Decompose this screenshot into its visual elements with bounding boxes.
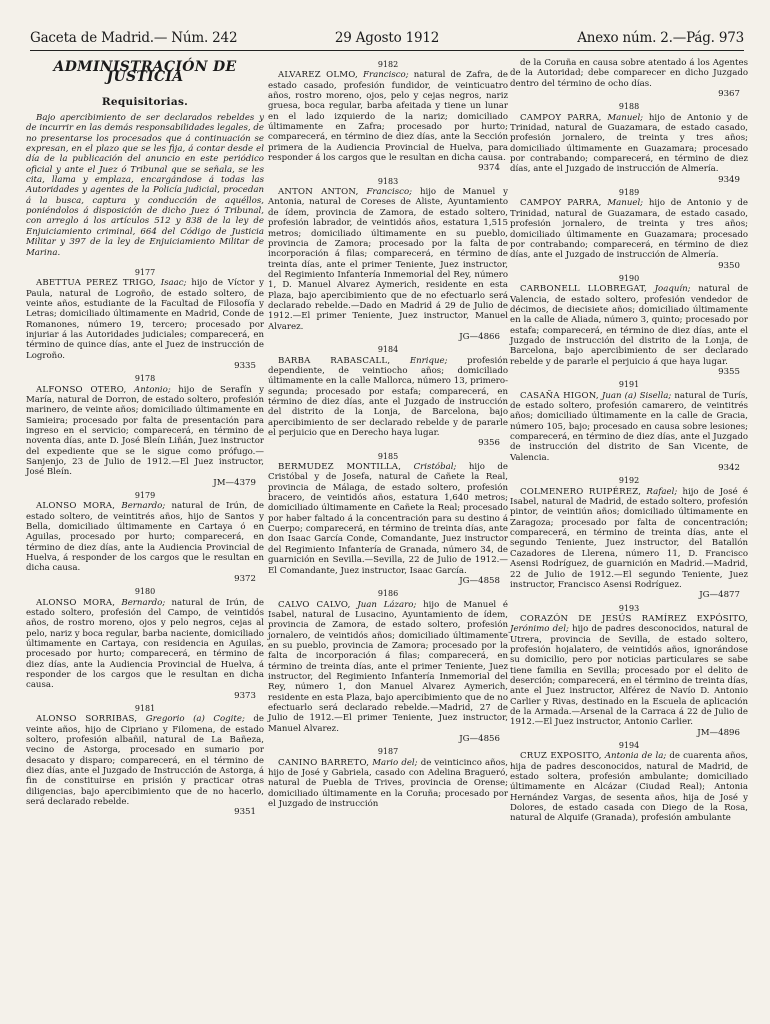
entry-surname: ANTON ANTON, xyxy=(278,187,359,198)
header-date: 29 Agosto 1912 xyxy=(334,30,440,46)
entry-surname: ALVAREZ OLMO, xyxy=(278,70,358,81)
entry-surname: CARBONELL LLOBREGAT, xyxy=(520,284,647,295)
entry-number: 9181 xyxy=(134,703,156,713)
entry-text xyxy=(268,70,508,163)
entry-text xyxy=(510,198,748,260)
requisition-entry xyxy=(268,345,508,448)
entry-given-name: Manuel; xyxy=(607,198,644,209)
entry-given-name: Joaquín; xyxy=(654,284,691,295)
entry-given-name: Rafael; xyxy=(646,486,678,497)
requisition-entry xyxy=(510,476,748,600)
entry-body: de veinticinco años, hijo de José y Gabriela, casado con Adelina Bragueró, natural de Puebla de Trives, provincia de Orense; domiciliado últimamente en la Coruña; procesado por el Juzgado de instrucción xyxy=(268,757,508,810)
entry-body: natural de Valencia, de estado soltero, profesión vendedor de décimos, de diecisiete años; domiciliado últimamente en la calle de Aliada, número 3, quinto; procesado por estafa; comparecerá, en término de diez días, ante el Juzgado de instrucción del distrito de la Lonja, de Barcelona, bajo apercibimiento de ser declarado rebelde y de pararle el perjuicio á que haya lugar. xyxy=(510,284,749,367)
entry-body: natural de Irún, de estado soltero, de veintitrés años, hijo de Santos y Bella, domiciliado últimamente en Cartaya ó en Aguilas, procesado por hurto; comparecerá, en término de diez días, ante la Audiencia Provincial de Huelva, á responder de los cargos que le resultan en dicha causa. xyxy=(26,501,265,574)
requisition-entry xyxy=(26,587,264,701)
entry-number: 9193 xyxy=(618,603,640,613)
entry-surname: CORAZÓN DE JESÚS RAMÍREZ EXPÓSITO, xyxy=(520,613,748,624)
entry-text xyxy=(26,598,264,691)
entry-surname: BERMUDEZ MONTILLA, xyxy=(278,462,402,473)
entry-text xyxy=(510,751,748,823)
entry-surname: ALONSO MORA, xyxy=(36,597,116,608)
entry-given-name: Enrique; xyxy=(409,355,448,366)
column-3 xyxy=(510,58,748,827)
entry-body: hijo de Cristóbal y de Josefa, natural de Cañete la Real, provincia de Málaga, de estado soltero, profesión bracero, de veintidós años, estatura 1,640 metros; domiciliado últimamente en Cañete la Real; procesado por haber faltado á la concentración para su destino á Cuerpo; comparecerá, en término de treinta días, ante don Isaac García Conde, Comandante, Juez instructor del Regimiento Infantería de Granada, número 34, de guarnición en Sevilla.—Sevilla, 22 de Julio de 1912.—El Comandante, Juez instructor, Isaac García. xyxy=(268,462,508,576)
entry-given-name: Mario del; xyxy=(372,757,418,768)
column-2 xyxy=(268,58,508,812)
entry-text xyxy=(26,278,264,361)
entry-text xyxy=(268,462,508,576)
entry-number: 9182 xyxy=(377,60,399,69)
entry-body: hijo de Víctor y Paula, natural de Logroño, de estado soltero, de veinte años, estudiante de la Facultad de Filosofía y Letras; domiciliado últimamente en Madrid, Conde de Romanones, número 19, tercero; procesado por injuriar á las Autoridades judiciales; comparecerá, en término de quince días, ante el Juez de instrucción de Logroño. xyxy=(26,278,265,361)
entry-given-name: Antonio; xyxy=(134,384,171,395)
entry-reference: 9349 xyxy=(718,174,740,185)
subsection-title: Requisitorias. xyxy=(101,95,189,108)
requisition-entry xyxy=(510,380,748,473)
entry-number: 9178 xyxy=(134,374,156,384)
entry-surname: ABETTUA PEREZ TRIGO, xyxy=(36,278,156,289)
column-1 xyxy=(26,58,264,821)
entry-text xyxy=(26,501,264,573)
entry-given-name: Manuel; xyxy=(607,112,644,123)
entry-reference: JG—4866 xyxy=(459,331,500,342)
entry-reference: 9355 xyxy=(718,366,740,377)
entry-given-name: Gregorio (a) Cogite; xyxy=(145,714,245,725)
entry-body: natural de Turís, de estado soltero, profesión camarero, de veintitrés años; domiciliado últimamente en la calle de Gracia, número 105, bajo; procesado en causa sobre lesiones; comparecerá, en término de diez días, ante el Juzgado de instrucción del distrito de San Vicente, de Valencia. xyxy=(510,390,749,463)
requisition-entry xyxy=(26,268,264,371)
entry-number: 9187 xyxy=(377,747,399,757)
entry-text xyxy=(268,187,508,332)
entry-surname: CAMPOY PARRA, xyxy=(520,112,602,123)
entry-text xyxy=(510,113,748,175)
entry-body: profesión dependiente, de veintiocho años; domiciliado últimamente en la calle Mallorca, número 13, primero-segunda; procesado por estafa; comparecerá, en término de diez días, ante el Juzgado de instrucción del distrito de la Lonja, de Barcelona, bajo apercibimiento de ser declarado rebelde y de pararle el perjuicio que en Derecho haya lugar. xyxy=(268,355,509,439)
entry-reference: JG—4858 xyxy=(459,575,500,586)
entry-body: hijo de Antonio y de Trinidad, natural de Guazamara, de estado casado, profesión jornalero, de treinta y tres años; domiciliado últimamente en Guazamara; procesado por contrabando; comparecerá, en término de diez días, ante el Juzgado de instrucción de Almería. xyxy=(510,198,749,261)
entry-reference: JM—4896 xyxy=(697,727,740,738)
entry-reference: 9372 xyxy=(234,573,256,584)
requisition-entry xyxy=(510,58,748,99)
requisition-entry xyxy=(510,274,748,377)
requisition-entry xyxy=(268,747,508,809)
requisition-entry xyxy=(510,741,748,824)
entry-body: de la Coruña en causa sobre atentado á los Agentes de la Autoridad; debe comparecer en dicho Juzgado dentro del término de ocho días. xyxy=(510,58,748,89)
entry-text xyxy=(268,758,508,810)
requisition-entry xyxy=(268,177,508,343)
entry-body: hijo de Manuel y Antonia, natural de Coreses de Aliste, Ayuntamiento de ídem, provincia de Zamora, de estado soltero, profesión labrador, de veintidós años, estatura 1,515 metros; domiciliado últimamente en su pueblo, provincia de Zamora; procesado por la falta de incorporación á filas; comparecerá, en término de treinta días, ante el primer Teniente, Juez instructor, del Regimiento Infantería Inmemorial del Rey, número 1, D. Manuel Alvarez Aymerich, residente en esta Plaza, bajo apercibimiento que de no efectuarlo será declarado rebelde.—Dado en Madrid á 29 de Julio de 1912.—El primer Teniente, Juez instructor, Manuel Alvarez. xyxy=(268,187,509,332)
entry-reference: JG—4856 xyxy=(459,734,500,744)
entry-surname: CASAÑA HIGON, xyxy=(520,390,599,401)
entry-body: hijo de Manuel é Isabel, natural de Lusacino, Ayuntamiento de ídem, provincia de Zamora, de estado soltero, profesión jornalero, de veintidós años; domiciliado últimamente en su pueblo, provincia de Zamora; procesado por la falta de incorporación á filas; comparecerá, en término de treinta días, ante el primer Teniente, Juez instructor, del Regimiento Infantería Inmemorial del Rey, número 1, don Manuel Alvarez Aymerich, residente en esta Plaza, bajo apercibimiento que de no efectuarlo será declarado rebelde.—Madrid, 27 de Julio de 1912.—El primer Teniente, Juez instructor, Manuel Alvarez. xyxy=(268,599,509,734)
entry-text xyxy=(268,600,508,734)
intro-paragraph: Bajo apercibimiento de ser declarados rebeldes y de incurrir en las demás responsabilidades legales, de no presentarse los procesados que á continuación se expresan, en el plazo que se les fija, á contar desde el día de la publicación del anuncio en este periódico oficial y ante el Juez ó Tribunal que se señala, se les cita, llama y emplaza, encargándose á todas las Autoridades y agentes de la Policía judicial, procedan á la busca, captura y conducción de aquéllos, poniéndolos á disposición de dicho Juez ó Tribunal, con arreglo á los artículos 512 y 838 de la ley de Enjuiciamiento criminal, 664 del Código de Justicia Militar y 397 de la ley de Enjuiciamiento Militar de Marina. xyxy=(26,113,264,258)
entry-list xyxy=(510,58,748,824)
entry-given-name: Juan Lázaro; xyxy=(357,599,417,610)
entry-text xyxy=(26,714,264,807)
entry-reference: JM—4379 xyxy=(213,477,256,488)
entry-body: hijo de Antonio y de Trinidad, natural de Guazamara, de estado casado, profesión jornalero, de treinta y tres años; domiciliado últimamente en Guazamara; procesado por contrabando; comparecerá, en término de diez días, ante el Juzgado de instrucción de Almería. xyxy=(510,112,749,175)
entry-text xyxy=(510,614,748,728)
requisition-entry xyxy=(268,60,508,174)
header-annex-page: Anexo núm. 2.—Pág. 973 xyxy=(577,30,744,46)
entry-text xyxy=(510,58,748,89)
entry-number: 9192 xyxy=(618,476,640,486)
entry-number: 9180 xyxy=(134,587,156,597)
entry-surname: ALFONSO OTERO, xyxy=(36,384,127,395)
entry-number: 9177 xyxy=(134,267,156,277)
entry-reference: 9373 xyxy=(234,690,256,701)
entry-surname: CRUZ EXPOSITO, xyxy=(520,751,602,762)
entry-body: de veinte años, hijo de Cipriano y Filomena, de estado soltero, profesión albañil, natural de La Bañeza, vecino de Astorga, procesado en sumario por desacato y disparo; comparecerá, en el término de diez días, ante el Juzgado de Instrucción de Astorga, á fin de constituirse en prisión y practicar otras diligencias, bajo apercibimiento que de no hacerlo, será declarado rebelde. xyxy=(26,714,264,808)
entry-number: 9194 xyxy=(618,741,640,750)
requisition-entry xyxy=(510,188,748,271)
entry-surname: CAMPOY PARRA, xyxy=(520,198,602,209)
entry-list xyxy=(268,60,508,809)
entry-number: 9184 xyxy=(377,345,399,355)
entry-reference: JG—4877 xyxy=(699,590,740,601)
entry-given-name: Antonia de la; xyxy=(604,751,667,762)
requisition-entry xyxy=(268,452,508,586)
entry-surname: CALVO CALVO, xyxy=(278,599,351,610)
entry-number: 9191 xyxy=(618,380,640,390)
entry-text xyxy=(510,284,748,367)
entry-number: 9179 xyxy=(134,491,156,501)
entry-surname: ALONSO SORRIBAS, xyxy=(36,714,138,725)
page-header xyxy=(30,30,744,51)
entry-reference: 9350 xyxy=(718,260,740,271)
entry-text xyxy=(26,385,264,478)
entry-surname: BARBA RABASCALL, xyxy=(278,355,391,366)
requisition-entry xyxy=(26,374,264,488)
entry-number: 9186 xyxy=(377,589,399,599)
entry-reference: 9342 xyxy=(718,463,740,474)
entry-body: natural de Zafra, de estado casado, profesión fundidor, de veinticuatro años, rostro moreno, ojos, pelo y cejas negros, nariz gruesa, boca regular, barba afeitada y tiene un lunar en el lado izquierdo de la nariz; domiciliado últimamente en Zafra; procesado por hurto; comparecerá, en término de diez días, ante la Sección primera de la Audiencia Provincial de Huelva, para responder á los cargos que le resultan en dicha causa. xyxy=(268,70,509,164)
entry-reference: 9335 xyxy=(234,360,256,371)
entry-given-name: Cristóbal; xyxy=(413,462,457,473)
entry-number: 9188 xyxy=(618,102,640,112)
entry-given-name: Francisco; xyxy=(363,70,409,81)
entry-given-name: Juan (a) Sisella; xyxy=(601,390,672,401)
entry-given-name: Bernardo; xyxy=(121,597,166,608)
requisition-entry xyxy=(26,704,264,818)
entry-reference: 9351 xyxy=(234,807,256,818)
section-title: ADMINISTRACIÓN DE JUSTICIA xyxy=(53,59,237,86)
header-gazette-issue: Gaceta de Madrid.— Núm. 242 xyxy=(30,30,238,46)
entry-list xyxy=(26,268,264,818)
entry-number: 9183 xyxy=(377,176,399,186)
requisition-entry xyxy=(26,491,264,584)
entry-body: natural de Irún, de estado soltero, profesión del Campo, de veintidós años, de rostro moreno, ojos y pelo negros, cejas al pelo, nariz y boca regular, barba naciente, domiciliado últimamente en Cartaya, con residencia en Aguilas, procesado por hurto; comparecerá, en término de diez días, ante la Audiencia Provincial de Huelva, á responder de los cargos que le resultan en dicha causa. xyxy=(26,597,265,691)
entry-text xyxy=(268,356,508,439)
entry-number: 9190 xyxy=(618,273,640,283)
requisition-entry xyxy=(510,102,748,185)
entry-text xyxy=(510,391,748,463)
entry-text xyxy=(510,487,748,590)
entry-surname: CANINO BARRETO, xyxy=(278,757,370,768)
entry-given-name: Isaac; xyxy=(160,278,187,289)
entry-number: 9189 xyxy=(618,188,640,198)
entry-given-name: Jerónimo del; xyxy=(510,624,569,635)
entry-body: de cuarenta años, hija de padres desconocidos, natural de Madrid, de estado soltera, profesión ambulante; domiciliado últimamente en Alcázar (Ciudad Real); Antonia Hernández Vargas, de sesenta años, hija de José y Dolores, de estado casada con Diego de la Rosa, natural de Alquife (Granada), profesión ambulante xyxy=(510,751,748,824)
entry-body: hijo de José é Isabel, natural de Madrid, de estado soltero, profesión pintor, de veintiún años; domiciliado últimamente en Zaragoza; procesado por falta de concentración; comparecerá, en término de treinta días, ante el segundo Teniente, Juez instructor, del Batallón Cazadores de Llerena, número 11, D. Francisco Asensi Rodríguez, de guarnición en Madrid.—Madrid, 22 de Julio de 1912.—El segundo Teniente, Juez instructor, Francisco Asensi Rodríguez. xyxy=(510,486,749,590)
requisition-entry xyxy=(510,604,748,738)
entry-given-name: Francisco; xyxy=(366,187,413,198)
entry-reference: 9356 xyxy=(478,438,500,449)
entry-body: hijo de Serafín y María, natural de Dorron, de estado soltero, profesión marinero, de veinte años; domiciliado últimamente en Samieira; procesado por falta de presentación para ingreso en el servicio; comparecerá, en término de noventa días, ante D. José Bleín Liñán, Juez instructor del expediente que se le sigue como prófugo.—Sanjenjo, 23 de Julio de 1912.—El Juez instructor, José Bleín. xyxy=(26,384,265,478)
entry-surname: COLMENERO RUIPÉREZ, xyxy=(520,486,642,497)
entry-given-name: Bernardo; xyxy=(121,501,166,512)
entry-reference: 9367 xyxy=(718,89,740,100)
entry-reference: 9374 xyxy=(478,163,500,174)
entry-surname: ALONSO MORA, xyxy=(36,501,116,512)
entry-body: hijo de padres desconocidos, natural de Utrera, provincia de Sevilla, de estado soltero, profesión hojalatero, de veintidós años, ignorándose su domicilio, pero por noticias particulares se sabe tiene familia en Sevilla; procesado por el delito de deserción; comparecerá, en el término de treinta días, ante el Juez instructor, Alférez de Navío D. Antonio Carlier y Rivas, destinado en la Escuela de aplicación de la Armada.—Arsenal de la Carraca á 22 de Julio de 1912.—El Juez instructor, Antonio Carlier. xyxy=(510,624,748,728)
requisition-entry xyxy=(268,589,508,744)
entry-number: 9185 xyxy=(377,451,399,461)
